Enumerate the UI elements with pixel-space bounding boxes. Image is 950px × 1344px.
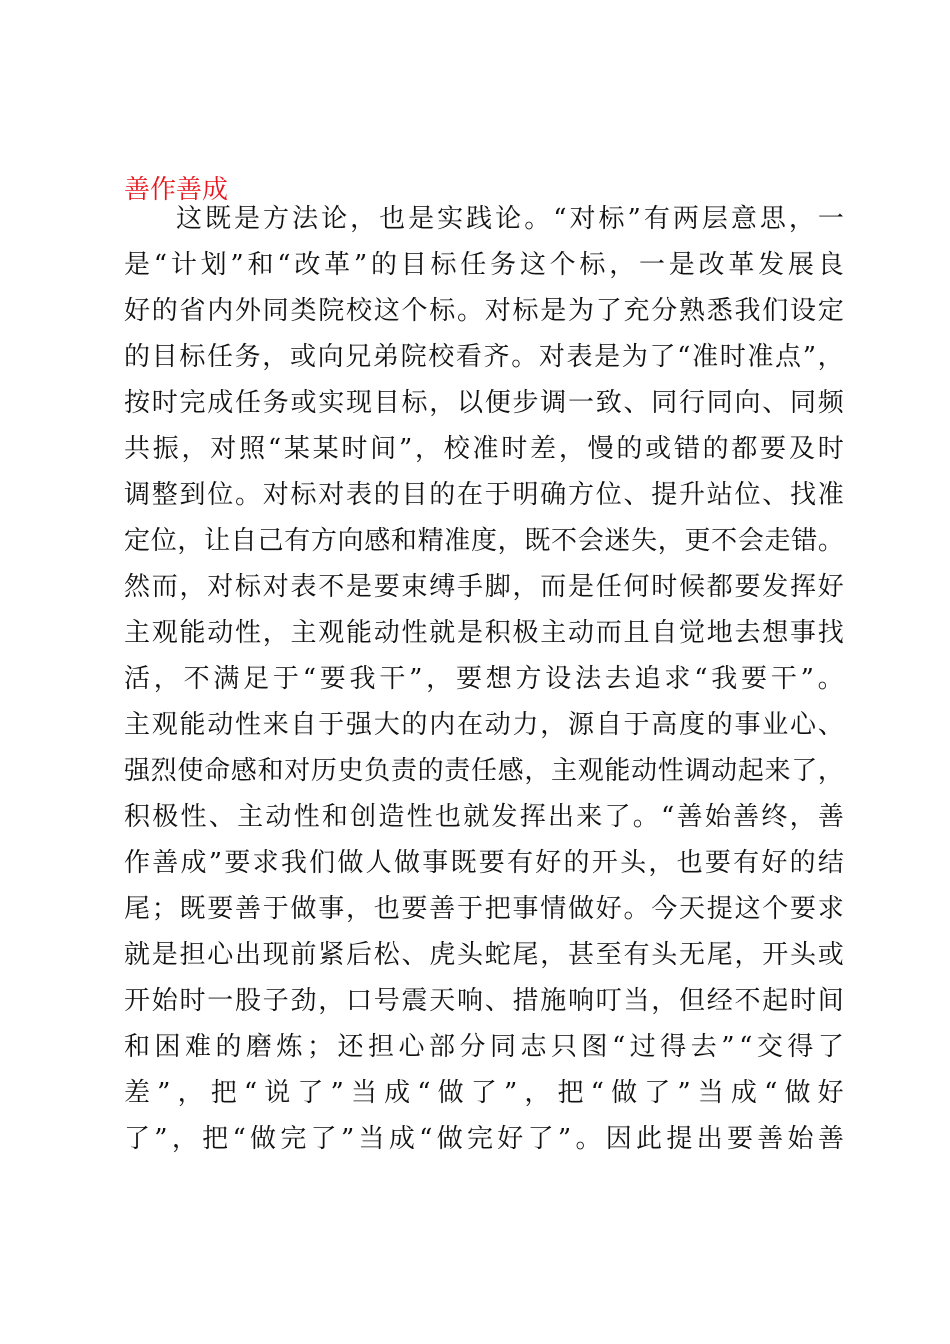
- text-line: 积 极 性 、 主 动 性 和 创 造 性 也 就 发 挥 出 来 了 。 “ 善 始 善 终 ， 善: [124, 802, 844, 832]
- text-line: 定 位 ， 让 自 己 有 方 向 感 和 精 准 度 ， 既 不 会 迷 失 ， 更 不 会 走 错 。: [124, 526, 844, 556]
- text-line: 和 困 难 的 磨 炼 ； 还 担 心 部 分 同 志 只 图 “ 过 得 去 ” “ 交 得 了: [124, 1032, 844, 1062]
- text-line: 开 始 时 一 股 子 劲 ， 口 号 震 天 响 、 措 施 响 叮 当 ， 但 经 不 起 时 间: [124, 986, 844, 1016]
- text-line: 强 烈 使 命 感 和 对 历 史 负 责 的 责 任 感 ， 主 观 能 动 性 调 动 起 来 了 ，: [124, 756, 844, 786]
- text-line: 主 观 能 动 性 ， 主 观 能 动 性 就 是 积 极 主 动 而 且 自 觉 地 去 想 事 找: [124, 618, 844, 648]
- text-line: 了 ” ， 把 “ 做 完 了 ” 当 成 “ 做 完 好 了 ” 。 因 此 提 出 要 善 始 善: [124, 1124, 844, 1154]
- section-heading: 善作善成: [124, 175, 229, 205]
- text-line: 的 目 标 任 务 ， 或 向 兄 弟 院 校 看 齐 。 对 表 是 为 了 “ 准 时 准 点 ” ，: [124, 342, 844, 372]
- text-line: 调 整 到 位 。 对 标 对 表 的 目 的 在 于 明 确 方 位 、 提 升 站 位 、 找 准: [124, 480, 844, 510]
- text-line: 好 的 省 内 外 同 类 院 校 这 个 标 。 对 标 是 为 了 充 分 熟 悉 我 们 设 定: [124, 296, 844, 326]
- text-line: 是 “ 计 划 ” 和 “ 改 革 ” 的 目 标 任 务 这 个 标 ， 一 是 改 革 发 展 良: [124, 250, 844, 280]
- text-line: 然 而 ， 对 标 对 表 不 是 要 束 缚 手 脚 ， 而 是 任 何 时 候 都 要 发 挥 好: [124, 572, 844, 602]
- body-paragraph: [124, 196, 844, 1162]
- text-line: 共 振 ， 对 照 “ 某 某 时 间 ” ， 校 准 时 差 ， 慢 的 或 错 的 都 要 及 时: [124, 434, 844, 464]
- text-line: 这 既 是 方 法 论 ， 也 是 实 践 论 。 “ 对 标 ” 有 两 层 意 思 ， 一: [176, 204, 844, 234]
- text-line: 活 ， 不 满 足 于 “ 要 我 干 ” ， 要 想 方 设 法 去 追 求 “ 我 要 干 ” 。: [124, 664, 844, 694]
- text-line: 按 时 完 成 任 务 或 实 现 目 标 ， 以 便 步 调 一 致 、 同 行 同 向 、 同 频: [124, 388, 844, 418]
- text-line: 差 ” ， 把 “ 说 了 ” 当 成 “ 做 了 ” ， 把 “ 做 了 ” 当 成 “ 做 好: [124, 1078, 844, 1108]
- text-line: 主 观 能 动 性 来 自 于 强 大 的 内 在 动 力 ， 源 自 于 高 度 的 事 业 心 、: [124, 710, 844, 740]
- text-line: 作 善 成 ” 要 求 我 们 做 人 做 事 既 要 有 好 的 开 头 ， 也 要 有 好 的 结: [124, 848, 844, 878]
- text-line: 就 是 担 心 出 现 前 紧 后 松 、 虎 头 蛇 尾 ， 甚 至 有 头 无 尾 ， 开 头 或: [124, 940, 844, 970]
- text-line: 尾 ； 既 要 善 于 做 事 ， 也 要 善 于 把 事 情 做 好 。 今 天 提 这 个 要 求: [124, 894, 844, 924]
